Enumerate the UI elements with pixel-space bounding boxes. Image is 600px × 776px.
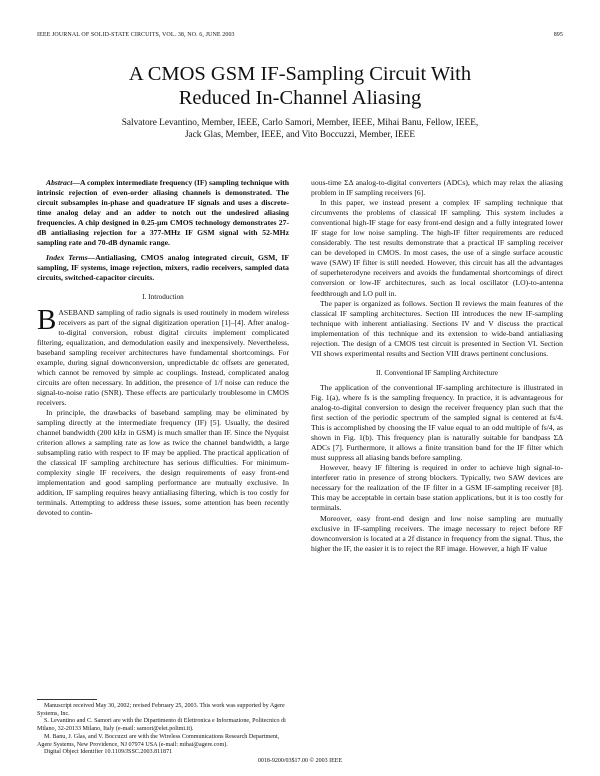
footnote-doi: Digital Object Identifier 10.1109/JSSC.2003.811871: [44, 749, 173, 756]
copyright-line: 0018-9200/03$17.00 © 2003 IEEE: [257, 758, 343, 764]
intro-paragraph-1-text: ASEBAND sampling of radio signals is used routinely in modern wireless receivers as part of the signal digitization operation [1]–[4]. After analog-to-digital conversion, robust digital circuits implement complicated filtering, equalization, and demodulation easily and inexpensively. Nevertheless, baseband sampling receiver architectures have fundamental shortcomings. For example, during signal downconversion, unpredictable dc offsets are generated, which cannot be removed by simple ac couplings. Instead, complicated analog circuits are often necessary. In addition, the presence of 1/f noise can reduce the signal-to-noise ratio (SNR). These effects are particularly troublesome in CMOS receivers.: [37, 307, 289, 407]
section-heading-conventional: II. Conventional IF Sampling Architecture: [376, 368, 498, 377]
abstract-label: Abstract—: [46, 178, 80, 187]
page-number: 895: [553, 32, 563, 38]
drop-cap: B: [37, 303, 57, 336]
footnote-manuscript: Manuscript received May 30, 2002; revised February 25, 2003. This work was supported by Agere Systems, Inc.: [37, 703, 285, 717]
abstract: [37, 178, 289, 248]
title-line-1: A CMOS GSM IF-Sampling Circuit With: [128, 63, 472, 85]
index-terms: [37, 253, 289, 283]
author-list: [0, 118, 600, 141]
right-column: [311, 178, 563, 554]
intro-paragraph-2: In principle, the drawbacks of baseband sampling may be eliminated by sampling directly at the intermediate frequency (IF) [5]. Usually, the desired channel bandwidth (200 kHz in GSM) is much smaller than IF. Since the Nyquist criterion allows a sampling rate as low as twice the channel bandwidth, a large subsampling ratio with respect to IF may be applied. The practical application of the classical IF sampling architecture has serious difficulties. For minimum-complexity single IF receivers, the design requirements of easy front-end implementation and good sampling performance are mutually exclusive. In addition, IF sampling requires heavy antialiasing filtering, which is too costly for terminals. Attempting to address these issues, some attention has been recently devoted to contin-: [37, 407, 289, 518]
right-paragraph-6: Moreover, easy front-end design and low noise sampling are mutually exclusive in IF-sampling receivers. The image necessary to reject before RF downconversion is located at a 2f distance in frequency from the signal. Thus, the higher the IF, the easier it is to reject the RF image. However, a high IF value: [311, 513, 563, 553]
section-heading-intro: I. Introduction: [142, 293, 184, 302]
left-column: [37, 178, 289, 519]
right-paragraph-4: The application of the conventional IF-sampling architecture is illustrated in Fig. 1(a), where fs is the sampling frequency. In practice, it is advantageous for analog-to-digital conversion to design the receiver frequency plan such that the first section of the periodic spectrum of the sampled signal is centered at fs/4. This is accomplished by choosing the IF value equal to an odd multiple of fs/4, as shown in Fig. 1(b). This frequency plan is naturally suitable for bandpass ΣΔ ADCs [7]. Furthermore, it allows a finite transition band for the IF filter which must suppress all aliasing bands before sampling.: [311, 382, 563, 463]
intro-paragraph-1: [37, 303, 289, 408]
right-paragraph-5: However, heavy IF filtering is required in order to achieve high signal-to-interferer ratio in presence of strong blockers. Typically, two SAW devices are necessary for the realization of the IF filter in a GSM IF-sampling receiver [8]. This may be acceptable in certain base station applications, but it is too costly for terminals.: [311, 463, 563, 513]
right-paragraph-1: uous-time ΣΔ analog-to-digital converters (ADCs), which may relax the aliasing problem in IF sampling receivers [6].: [311, 178, 563, 198]
journal-name: IEEE JOURNAL OF SOLID-STATE CIRCUITS, VOL. 38, NO. 6, JUNE 2003: [37, 32, 235, 38]
right-paragraph-2: In this paper, we instead present a complex IF sampling technique that circumvents the problems of classical IF sampling. This system includes a conventional high-IF stage for easy front-end design and a fully integrated lower IF stage for low noise sampling. The high-IF filter requirements are reduced considerably. The test results demonstrate that a practical IF sampling receiver can be developed in CMOS. In most cases, the use of a single surface acoustic wave (SAW) IF filter is still needed. However, this circuit has all the advantages of superheterodyne receivers and avoids the fundamental shortcomings of direct conversion or low-IF architectures, such as local oscillator (LO)-to-antenna feedthrough and LO pull in.: [311, 198, 563, 298]
footnote-rule: [37, 699, 97, 700]
footnote-affiliation-1: S. Levantino and C. Samori are with the Dipartimento di Elettronica e Informazione, Politecnico di Milano, 32-20133 Milano, Italy (e-mail: samori@elet.polimi.it).: [37, 718, 286, 733]
index-terms-label: Index Terms—: [46, 253, 96, 263]
footnotes: [37, 703, 289, 757]
authors-line-1: Salvatore Levantino, Member, IEEE, Carlo Samori, Member, IEEE, Mihai Banu, Fellow, IEEE,: [121, 118, 479, 128]
footnote-affiliation-2: M. Banu, J. Glas, and V. Boccuzzi are with the Wireless Communications Research Department, Agere Systems, New Providence, NJ 07974 USA (e-mail: mihai@agere.com).: [37, 733, 280, 748]
authors-line-2: Jack Glas, Member, IEEE, and Vito Boccuzzi, Member, IEEE: [184, 129, 416, 140]
title-line-2: Reduced In-Channel Aliasing: [178, 87, 422, 109]
index-terms-text: Antialiasing, CMOS analog integrated circuit, GSM, IF sampling, IF systems, image rejection, mixers, radio receivers, sampled data circuits, switched-capacitor circuits.: [37, 253, 289, 283]
running-header: [37, 32, 563, 38]
paper-title: [0, 62, 600, 110]
abstract-text: A complex intermediate frequency (IF) sampling technique with intrinsic rejection of even-order aliasing channels is demonstrated. The circuit subsamples in-phase and quadrature IF signals and uses a discrete-time analog delay and an adder to notch out the undesired aliasing frequencies. A chip designed in 0.25-µm CMOS technology demonstrates 27-dB antialiasing rejection for a 377-MHz IF GSM signal with 52-MHz sampling rate and 70-dB dynamic range.: [37, 178, 289, 248]
right-paragraph-3: The paper is organized as follows. Section II reviews the main features of the classical IF sampling architectures. Section III introduces the new IF-sampling technique with inherent antialiasing. Sections IV and V discuss the practical implementation of this technique and its extension to wide-band antialiasing rejection. The design of a CMOS test circuit is presented in Section VI. Section VII shows experimental results and Section VIII draws pertinent conclusions.: [311, 298, 563, 358]
